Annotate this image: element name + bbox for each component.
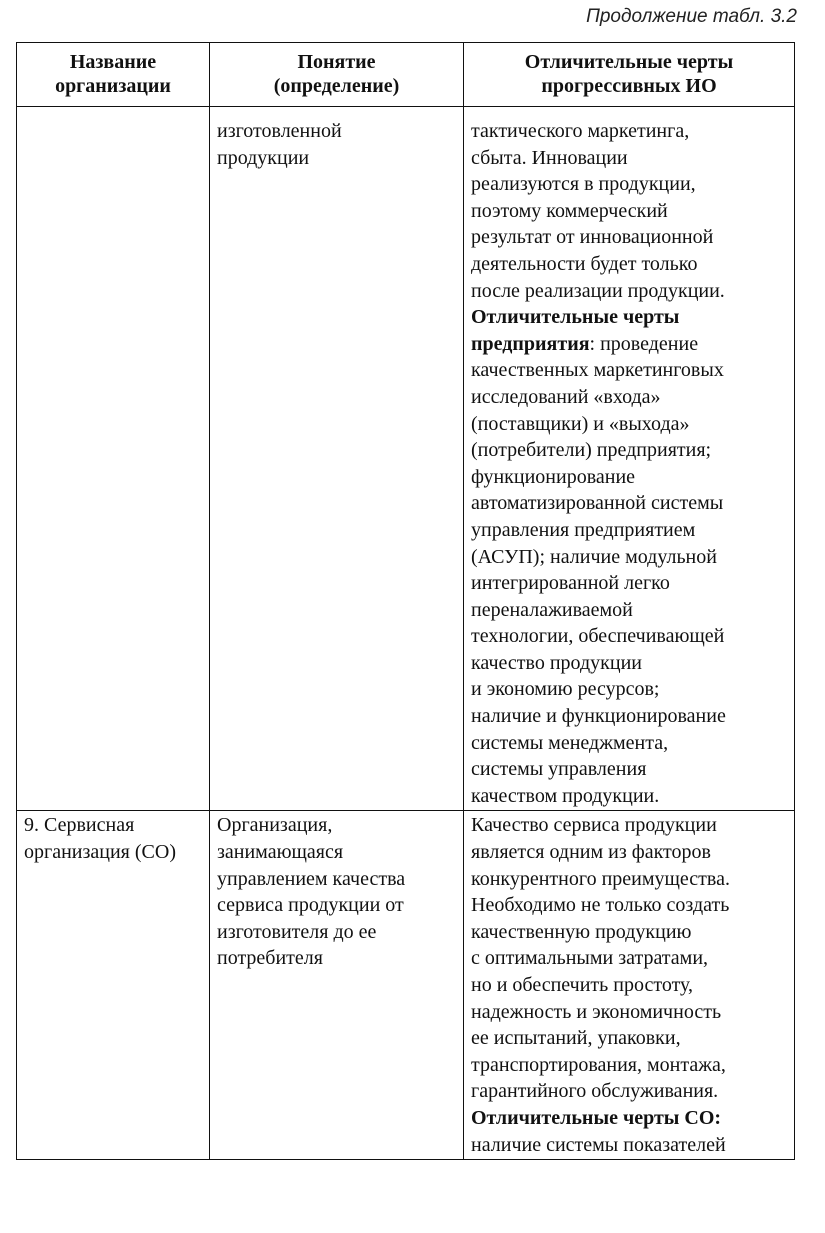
text-line: Качество сервиса продукции [471,814,717,837]
text-line: Отличительные черты СО: [471,1106,722,1129]
text-line: технологии, обеспечивающей [471,625,725,648]
text-line: надежность и экономичность [471,1000,722,1023]
text-line: конкурентного преимущества. [471,867,730,890]
header-definition: Понятие (определение) [210,43,464,107]
text-line: является одним из факторов [471,841,711,864]
text-line: управления предприятием [471,518,696,541]
header-features: Отличительные черты прогрессивных ИО [464,43,795,107]
text-line: качественных маркетинговых [471,359,724,382]
text-line: (АСУП); наличие модульной [471,545,717,568]
text-fragment: : проведение [589,332,699,355]
text-line: после реализации продукции. [471,279,725,302]
text-line: и экономию ресурсов; [471,678,660,701]
text-line: интегрированной легко [471,572,670,595]
text-line: системы управления [471,758,647,781]
text-line: транспортирования, монтажа, [471,1053,726,1076]
header-organization-name: Название организации [17,43,210,107]
text-line: (поставщики) и «выхода» [471,412,690,435]
text-line: функционирование [471,465,636,488]
text-line: с оптимальными затратами, [471,947,709,970]
text-line: (потребители) предприятия; [471,439,712,462]
text-line: качественную продукцию [471,920,692,943]
text-line: управлением качества [217,867,406,890]
text-line: организация (СО) [24,841,176,864]
text-line: Отличительные черты [471,306,680,329]
table-header-row [17,43,795,107]
table-row [17,107,795,811]
cell-definition [210,811,464,1160]
text-line: качеством продукции. [471,784,660,807]
text-line: исследований «входа» [471,385,661,408]
text-line: тактического маркетинга, [471,120,690,142]
text-line: системы менеджмента, [471,731,669,754]
text-line: но и обеспечить простоту, [471,974,694,996]
table-row [17,811,795,1160]
cell-features [464,107,795,811]
text-line: наличие и функционирование [471,705,726,728]
text-line: качество продукции [471,651,642,674]
organizations-table [16,42,795,1160]
text-line: сервиса продукции от [217,894,404,917]
text-line: автоматизированной системы [471,492,724,515]
text-line: изготовителя до ее [217,920,377,943]
text-line: гарантийного обслуживания. [471,1080,719,1103]
bold-term: предприятия [471,332,590,355]
text-line: деятельности будет только [471,252,698,275]
text-line: наличие системы показателей [471,1133,726,1156]
text-line [471,331,789,358]
text-line: 9. Сервисная [24,814,135,837]
text-line: сбыта. Инновации [471,146,628,169]
text-line: занимающаяся [217,841,344,864]
cell-organization-name [17,811,210,1160]
text-line: переналаживаемой [471,598,633,621]
text-line: поэтому коммерческий [471,199,668,222]
text-line: Организация, [217,814,333,837]
text-line: изготовленной [217,120,342,142]
cell-organization-name [17,107,210,811]
text-line: реализуются в продукции, [471,173,696,196]
text-line: ее испытаний, упаковки, [471,1027,681,1050]
text-line: продукции [217,146,310,169]
text-line: результат от инновационной [471,226,714,249]
text-line: потребителя [217,947,323,970]
cell-features [464,811,795,1160]
cell-definition [210,107,464,811]
table-caption: Продолжение табл. 3.2 [586,6,797,27]
text-line: Необходимо не только создать [471,894,730,917]
